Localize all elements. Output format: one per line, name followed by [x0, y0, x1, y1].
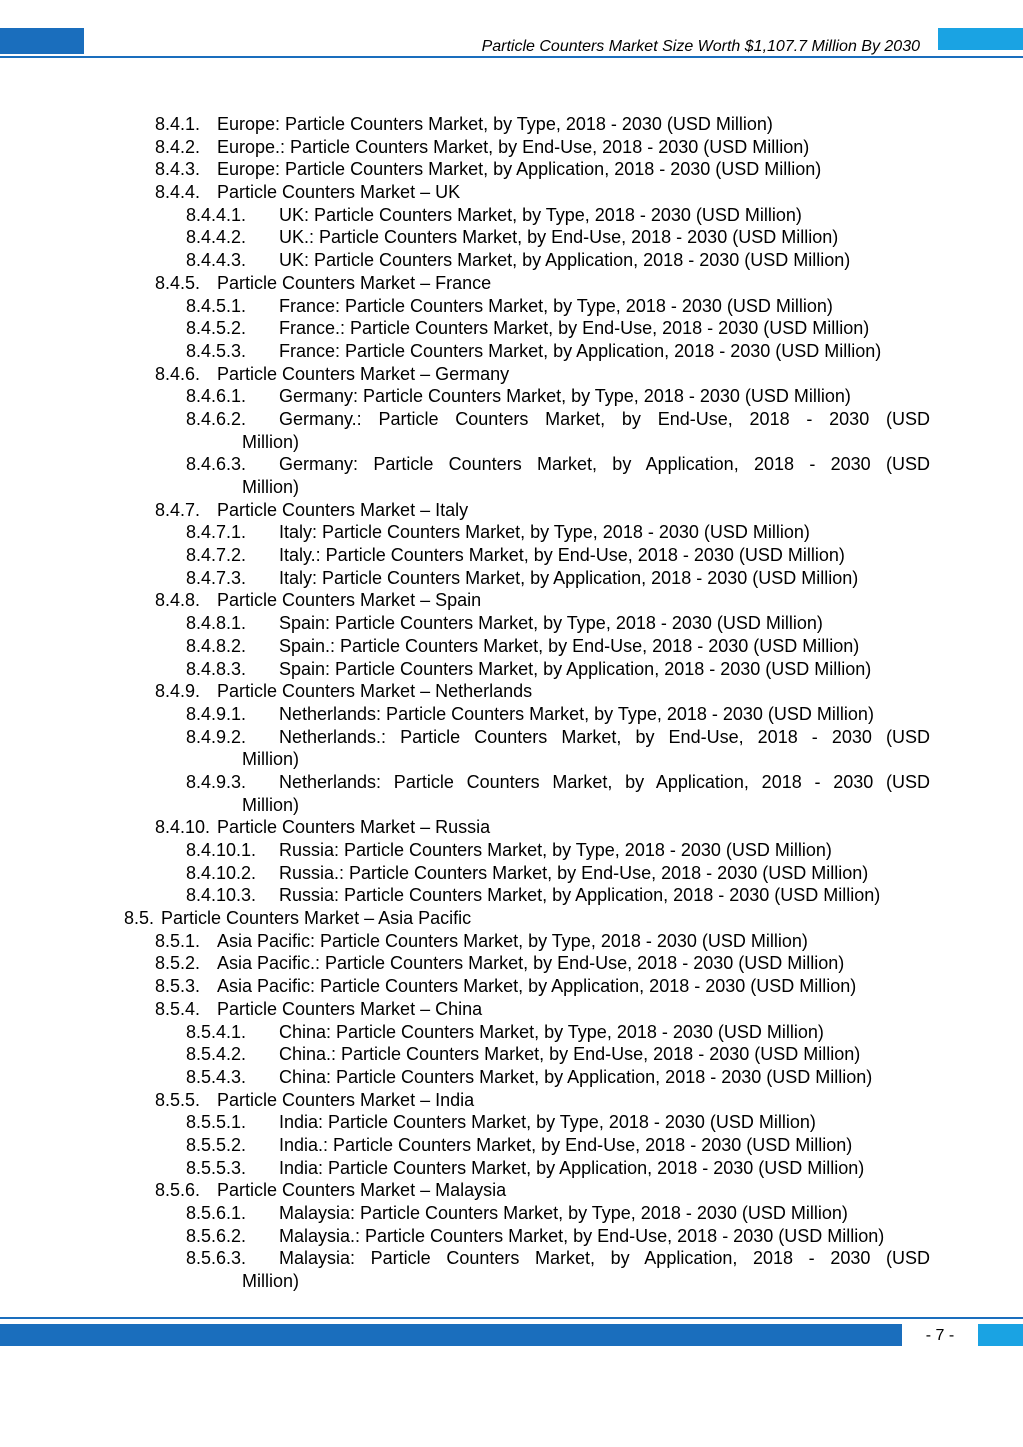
toc-entry-title: Particle Counters Market – Russia	[217, 817, 491, 838]
toc-entry-title: Netherlands.: Particle Counters Market, by End-Use, 2018 - 2030 (USD	[279, 726, 930, 747]
toc-entry-title: Particle Counters Market – Spain	[217, 590, 482, 611]
toc-entry-title: Malaysia: Particle Counters Market, by Type, 2018 - 2030 (USD Million)	[279, 1203, 848, 1223]
toc-entry-title: Malaysia: Particle Counters Market, by Application, 2018 - 2030 (USD	[279, 1248, 930, 1269]
header-rule	[0, 56, 1023, 58]
toc-entry-number: 8.5.4.2.	[186, 1044, 247, 1065]
toc-entry-number: 8.4.6.	[155, 363, 201, 384]
header-accent-bar-left	[0, 28, 84, 54]
toc-entry-title: Particle Counters Market – Italy	[217, 499, 469, 520]
toc-entry-number: 8.4.8.3.	[186, 658, 247, 679]
running-header-title: Particle Counters Market Size Worth $1,107.7 Million By 2030	[481, 38, 920, 55]
toc-entry-number: 8.5.5.2.	[186, 1134, 247, 1155]
toc-entry	[0, 703, 1023, 726]
toc-entry-title: India: Particle Counters Market, by Application, 2018 - 2030 (USD Million)	[279, 1157, 865, 1178]
toc-entry-title: Europe: Particle Counters Market, by Application, 2018 - 2030 (USD Million)	[217, 159, 822, 180]
toc-entry-number: 8.4.5.1.	[186, 295, 247, 316]
toc-entry-continuation	[0, 1270, 1023, 1293]
toc-entry-number: 8.4.9.1.	[186, 703, 247, 724]
toc-entry	[0, 635, 1023, 658]
toc-entry	[0, 816, 1023, 839]
toc-entry-title: Europe: Particle Counters Market, by Type, 2018 - 2030 (USD Million)	[217, 114, 773, 134]
toc-entry-number: 8.5.5.	[155, 1089, 201, 1110]
toc-entry-number: 8.4.6.3.	[186, 454, 247, 475]
toc-entry-number: 8.5.6.2.	[186, 1225, 247, 1246]
toc-entry-number: 8.4.4.3.	[186, 250, 247, 271]
table-of-contents	[0, 113, 1023, 1293]
toc-entry-title: UK: Particle Counters Market, by Application, 2018 - 2030 (USD Million)	[279, 250, 851, 271]
toc-entry-number: 8.4.8.2.	[186, 635, 247, 656]
toc-entry-title: Germany: Particle Counters Market, by Type, 2018 - 2030 (USD Million)	[279, 386, 851, 407]
toc-entry-number: 8.5.6.	[155, 1180, 201, 1201]
toc-entry-number: 8.4.10.2.	[186, 862, 257, 883]
toc-entry-number: 8.4.8.	[155, 590, 201, 611]
toc-entry-title: France: Particle Counters Market, by Application, 2018 - 2030 (USD Million)	[279, 340, 882, 361]
toc-entry-title: Particle Counters Market – UK	[217, 182, 461, 203]
toc-entry	[0, 612, 1023, 635]
toc-entry-number: 8.4.4.1.	[186, 204, 247, 225]
toc-entry-number: 8.4.9.2.	[186, 726, 247, 747]
toc-entry-title: China.: Particle Counters Market, by End-Use, 2018 - 2030 (USD Million)	[279, 1044, 861, 1065]
toc-entry-title: India: Particle Counters Market, by Type, 2018 - 2030 (USD Million)	[279, 1112, 816, 1133]
toc-entry-title: Spain: Particle Counters Market, by Type, 2018 - 2030 (USD Million)	[279, 613, 823, 634]
toc-entry	[0, 385, 1023, 408]
toc-entry	[0, 113, 1023, 136]
toc-entry-number: 8.4.5.2.	[186, 318, 247, 339]
toc-entry-number: 8.4.4.	[155, 182, 201, 203]
toc-entry-number: 8.5.6.1.	[186, 1203, 247, 1223]
toc-entry-title: China: Particle Counters Market, by Application, 2018 - 2030 (USD Million)	[279, 1066, 873, 1087]
toc-entry	[0, 1089, 1023, 1112]
toc-entry	[0, 340, 1023, 363]
toc-entry	[0, 589, 1023, 612]
toc-entry	[0, 295, 1023, 318]
toc-entry-title: Europe.: Particle Counters Market, by End-Use, 2018 - 2030 (USD Million)	[217, 136, 810, 157]
toc-entry-number: 8.4.7.1.	[186, 522, 247, 543]
toc-entry-number: 8.4.3.	[155, 159, 201, 180]
toc-entry-title: China: Particle Counters Market, by Type, 2018 - 2030 (USD Million)	[279, 1021, 824, 1042]
toc-entry-title: Asia Pacific: Particle Counters Market, by Application, 2018 - 2030 (USD Million)	[217, 976, 857, 997]
footer-rule	[0, 1317, 1023, 1319]
toc-entry-number: 8.4.10.3.	[186, 885, 257, 906]
toc-entry-title: Russia: Particle Counters Market, by Type, 2018 - 2030 (USD Million)	[279, 840, 832, 860]
toc-entry-number: 8.5.5.1.	[186, 1112, 247, 1133]
toc-entry-title: Italy.: Particle Counters Market, by End-Use, 2018 - 2030 (USD Million)	[279, 545, 845, 566]
header-accent-bar-right	[938, 28, 1023, 50]
toc-entry	[0, 521, 1023, 544]
footer-accent-bar-left	[0, 1324, 902, 1346]
toc-entry	[0, 1247, 1023, 1270]
toc-entry	[0, 930, 1023, 953]
toc-entry-continuation	[0, 794, 1023, 817]
toc-entry-number: 8.4.9.	[155, 681, 201, 702]
toc-entry-number: 8.5.4.	[155, 998, 201, 1019]
toc-entry	[0, 272, 1023, 295]
toc-entry-number: 8.4.6.1.	[186, 386, 247, 407]
toc-entry-title-continued: Million)	[242, 431, 300, 452]
toc-entry	[0, 204, 1023, 227]
toc-entry-number: 8.5.4.1.	[186, 1021, 247, 1042]
footer-accent-bar-right	[978, 1324, 1023, 1346]
toc-entry-title: Italy: Particle Counters Market, by Application, 2018 - 2030 (USD Million)	[279, 567, 859, 588]
toc-entry	[0, 158, 1023, 181]
toc-entry	[0, 1179, 1023, 1202]
toc-entry-number: 8.4.5.	[155, 272, 201, 293]
toc-entry-number: 8.5.4.3.	[186, 1066, 247, 1087]
toc-entry-continuation	[0, 476, 1023, 499]
toc-entry-number: 8.5.1.	[155, 930, 201, 951]
toc-entry-number: 8.4.10.	[155, 817, 211, 838]
toc-entry-title: Netherlands: Particle Counters Market, by Application, 2018 - 2030 (USD	[279, 771, 930, 792]
toc-entry	[0, 453, 1023, 476]
toc-entry	[0, 884, 1023, 907]
toc-entry-title: France.: Particle Counters Market, by End-Use, 2018 - 2030 (USD Million)	[279, 318, 870, 339]
toc-entry-title: Asia Pacific: Particle Counters Market, by Type, 2018 - 2030 (USD Million)	[217, 930, 808, 951]
toc-entry-title: Particle Counters Market – Asia Pacific	[161, 908, 472, 929]
toc-entry-title: Germany.: Particle Counters Market, by End-Use, 2018 - 2030 (USD	[279, 408, 930, 429]
toc-entry-number: 8.4.5.3.	[186, 340, 247, 361]
toc-entry	[0, 544, 1023, 567]
toc-entry-title: Russia.: Particle Counters Market, by End-Use, 2018 - 2030 (USD Million)	[279, 862, 869, 883]
toc-entry	[0, 499, 1023, 522]
toc-entry-number: 8.5.3.	[155, 976, 201, 997]
toc-entry	[0, 363, 1023, 386]
toc-entry-number: 8.5.	[124, 908, 155, 929]
toc-entry	[0, 998, 1023, 1021]
toc-entry-continuation	[0, 748, 1023, 771]
toc-entry	[0, 952, 1023, 975]
toc-entry-title: Particle Counters Market – China	[217, 998, 483, 1019]
toc-entry-title-continued: Million)	[242, 1271, 300, 1292]
toc-entry	[0, 1225, 1023, 1248]
toc-entry-number: 8.4.9.3.	[186, 771, 247, 792]
toc-entry-title: Particle Counters Market – India	[217, 1089, 475, 1110]
toc-entry	[0, 567, 1023, 590]
toc-entry-title: Spain.: Particle Counters Market, by End-Use, 2018 - 2030 (USD Million)	[279, 635, 860, 656]
toc-entry-title: Malaysia.: Particle Counters Market, by End-Use, 2018 - 2030 (USD Million)	[279, 1225, 885, 1246]
toc-entry	[0, 907, 1023, 930]
toc-entry	[0, 1066, 1023, 1089]
toc-entry-title: UK.: Particle Counters Market, by End-Use, 2018 - 2030 (USD Million)	[279, 227, 839, 248]
toc-entry-number: 8.4.7.3.	[186, 567, 247, 588]
toc-entry	[0, 680, 1023, 703]
toc-entry	[0, 1111, 1023, 1134]
toc-entry-number: 8.5.2.	[155, 953, 201, 974]
toc-entry	[0, 1134, 1023, 1157]
toc-entry	[0, 726, 1023, 749]
toc-entry-number: 8.4.7.2.	[186, 545, 247, 566]
toc-entry-continuation	[0, 431, 1023, 454]
toc-entry	[0, 839, 1023, 862]
toc-entry-number: 8.4.6.2.	[186, 408, 247, 429]
toc-entry-title: Netherlands: Particle Counters Market, by Type, 2018 - 2030 (USD Million)	[279, 703, 874, 724]
toc-entry	[0, 181, 1023, 204]
toc-entry	[0, 1202, 1023, 1225]
page-number: - 7 -	[925, 1327, 955, 1344]
toc-entry-title-continued: Million)	[242, 477, 300, 497]
toc-entry-title: Particle Counters Market – Malaysia	[217, 1180, 507, 1201]
toc-entry-title: Asia Pacific.: Particle Counters Market, by End-Use, 2018 - 2030 (USD Million)	[217, 953, 845, 974]
toc-entry-title-continued: Million)	[242, 794, 300, 815]
toc-entry	[0, 862, 1023, 885]
toc-entry-title: India.: Particle Counters Market, by End-Use, 2018 - 2030 (USD Million)	[279, 1134, 853, 1155]
toc-entry-title: Particle Counters Market – France	[217, 272, 492, 293]
toc-entry-title: Russia: Particle Counters Market, by Application, 2018 - 2030 (USD Million)	[279, 885, 881, 906]
toc-entry-title: Germany: Particle Counters Market, by Application, 2018 - 2030 (USD	[279, 454, 930, 475]
toc-entry-number: 8.4.4.2.	[186, 227, 247, 248]
toc-entry-title-continued: Million)	[242, 749, 300, 770]
toc-entry-title: France: Particle Counters Market, by Type, 2018 - 2030 (USD Million)	[279, 295, 833, 316]
toc-entry	[0, 1043, 1023, 1066]
toc-entry	[0, 1157, 1023, 1180]
toc-entry-number: 8.4.10.1.	[186, 840, 257, 860]
toc-entry-number: 8.5.5.3.	[186, 1157, 247, 1178]
toc-entry-title: UK: Particle Counters Market, by Type, 2018 - 2030 (USD Million)	[279, 204, 802, 225]
toc-entry	[0, 771, 1023, 794]
toc-entry-number: 8.5.6.3.	[186, 1248, 247, 1269]
toc-entry-title: Particle Counters Market – Netherlands	[217, 681, 533, 702]
toc-entry-title: Italy: Particle Counters Market, by Type, 2018 - 2030 (USD Million)	[279, 522, 810, 543]
toc-entry	[0, 136, 1023, 159]
toc-entry	[0, 1021, 1023, 1044]
toc-entry	[0, 226, 1023, 249]
toc-entry-number: 8.4.1.	[155, 114, 201, 134]
toc-entry-title: Particle Counters Market – Germany	[217, 363, 510, 384]
toc-entry-number: 8.4.7.	[155, 499, 201, 520]
toc-entry-number: 8.4.8.1.	[186, 613, 247, 634]
toc-entry	[0, 249, 1023, 272]
toc-entry	[0, 975, 1023, 998]
toc-entry-title: Spain: Particle Counters Market, by Application, 2018 - 2030 (USD Million)	[279, 658, 872, 679]
toc-entry	[0, 317, 1023, 340]
toc-entry-number: 8.4.2.	[155, 136, 201, 157]
toc-entry	[0, 408, 1023, 431]
toc-entry	[0, 658, 1023, 681]
